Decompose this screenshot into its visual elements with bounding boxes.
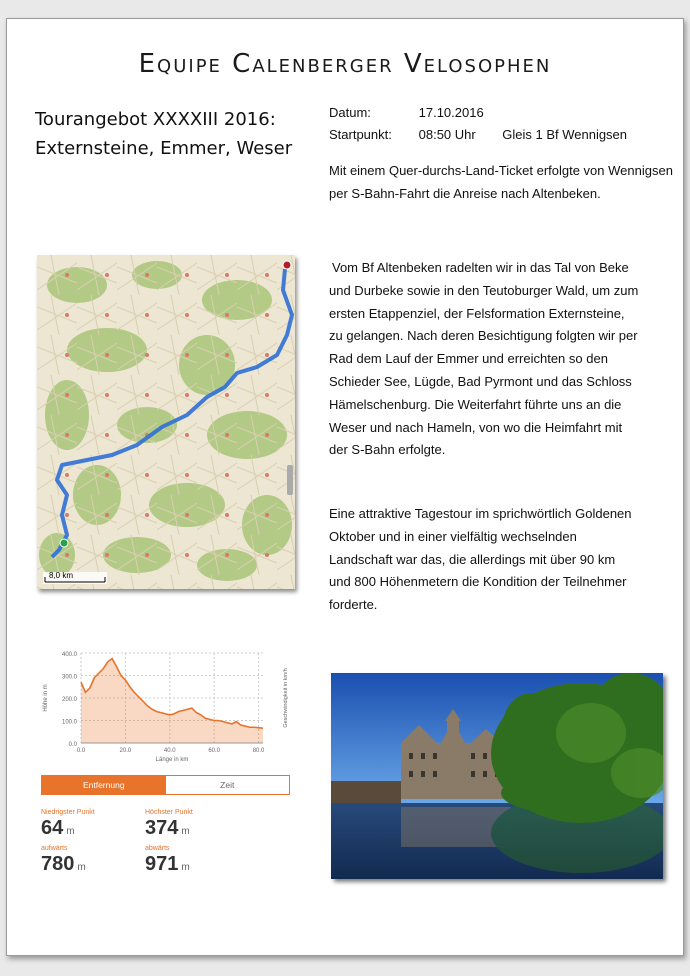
document-page (6, 18, 684, 956)
elevation-area (81, 659, 263, 743)
y-tick-label: 100.0 (61, 719, 77, 726)
tour-info (329, 102, 627, 146)
x-tick-label: 20.0 (119, 748, 132, 754)
route-map-graphic (37, 255, 295, 589)
start-place: Gleis 1 Bf Wennigsen (502, 127, 628, 142)
start-label: Startpunkt: (329, 127, 392, 142)
castle-photo-graphic (331, 673, 663, 879)
x-tick-label: 80.0 (252, 748, 265, 754)
x-tick-label: 0.0 (76, 748, 86, 754)
elevation-profile (35, 645, 297, 881)
route-paragraph: Vom Bf Altenbeken radelten wir in das Tal von Beke und Durbeke sowie in den Teutoburger Wald, um zum ersten Etappenziel, der Felsformation Externsteine, zu gelangen. Nach deren Besichtigung folgten wir per Rad dem Lauf der Emmer und erreichten so den Schieder See, Lügde, Bad Pyrmont und das Schloss Hämelschenburg. Die Weiterfahrt führte uns an die Weser und nach Hameln, von wo die Heimfahrt mit der S-Bahn erfolgte. (329, 260, 639, 458)
start-pin-icon (60, 539, 68, 547)
tab-distance[interactable]: Entfernung (42, 776, 166, 794)
route-map (37, 255, 295, 589)
y2-axis-label: Geschwindigkeit in km/h (283, 668, 289, 728)
stat-lowest-label: Niedrigster Punkt (41, 809, 95, 816)
stat-descent-label: abwärts (145, 845, 170, 852)
tour-heading (35, 105, 292, 163)
intro-paragraph: Mit einem Quer-durchs-Land-Ticket erfolgte von Wennigsen per S-Bahn-Fahrt die Anreise nach Altenbeken. (329, 163, 673, 201)
stat-ascent-value: 780 m (41, 853, 86, 875)
end-pin-icon (283, 261, 291, 269)
y-tick-label: 0.0 (68, 742, 77, 748)
tab-time[interactable]: Zeit (166, 776, 290, 794)
y-axis-label: Höhe in m (43, 684, 49, 712)
stat-highest-label: Höchster Punkt (145, 809, 193, 816)
y-tick-label: 200.0 (61, 697, 77, 703)
stat-highest-value: 374 m (145, 817, 190, 839)
x-tick-label: 40.0 (163, 748, 176, 754)
tour-title-line2: Externsteine, Emmer, Weser (35, 138, 293, 159)
date-label: Datum: (329, 105, 371, 120)
castle-photo (331, 673, 663, 879)
elevation-tabs (41, 775, 290, 795)
elevation-chart (35, 645, 297, 771)
start-time: 08:50 Uhr (418, 127, 476, 142)
x-tick-label: 60.0 (208, 748, 221, 754)
y-tick-label: 400.0 (61, 652, 77, 658)
date-value: 17.10.2016 (418, 105, 484, 120)
stat-lowest-value: 64 m (41, 817, 75, 839)
y-tick-label: 300.0 (61, 674, 77, 681)
summary-paragraph: Eine attraktive Tagestour im sprichwörtlich Goldenen Oktober und in einer vielfältig wechselnden Landschaft war das, die allerdings mit über 90 km und 800 Höhenmetern die Kondition der Teilnehmer forderte. (329, 506, 632, 613)
map-scale-label: 8,0 km (49, 571, 74, 580)
page-title: Equipe Calenberger Velosophen (138, 49, 552, 79)
stat-descent-value: 971 m (145, 853, 190, 875)
stat-ascent-label: aufwärts (41, 845, 68, 852)
x-axis-label: Länge in km (155, 757, 189, 763)
tour-title-line1: Tourangebot XXXXIII 2016: (35, 109, 276, 130)
